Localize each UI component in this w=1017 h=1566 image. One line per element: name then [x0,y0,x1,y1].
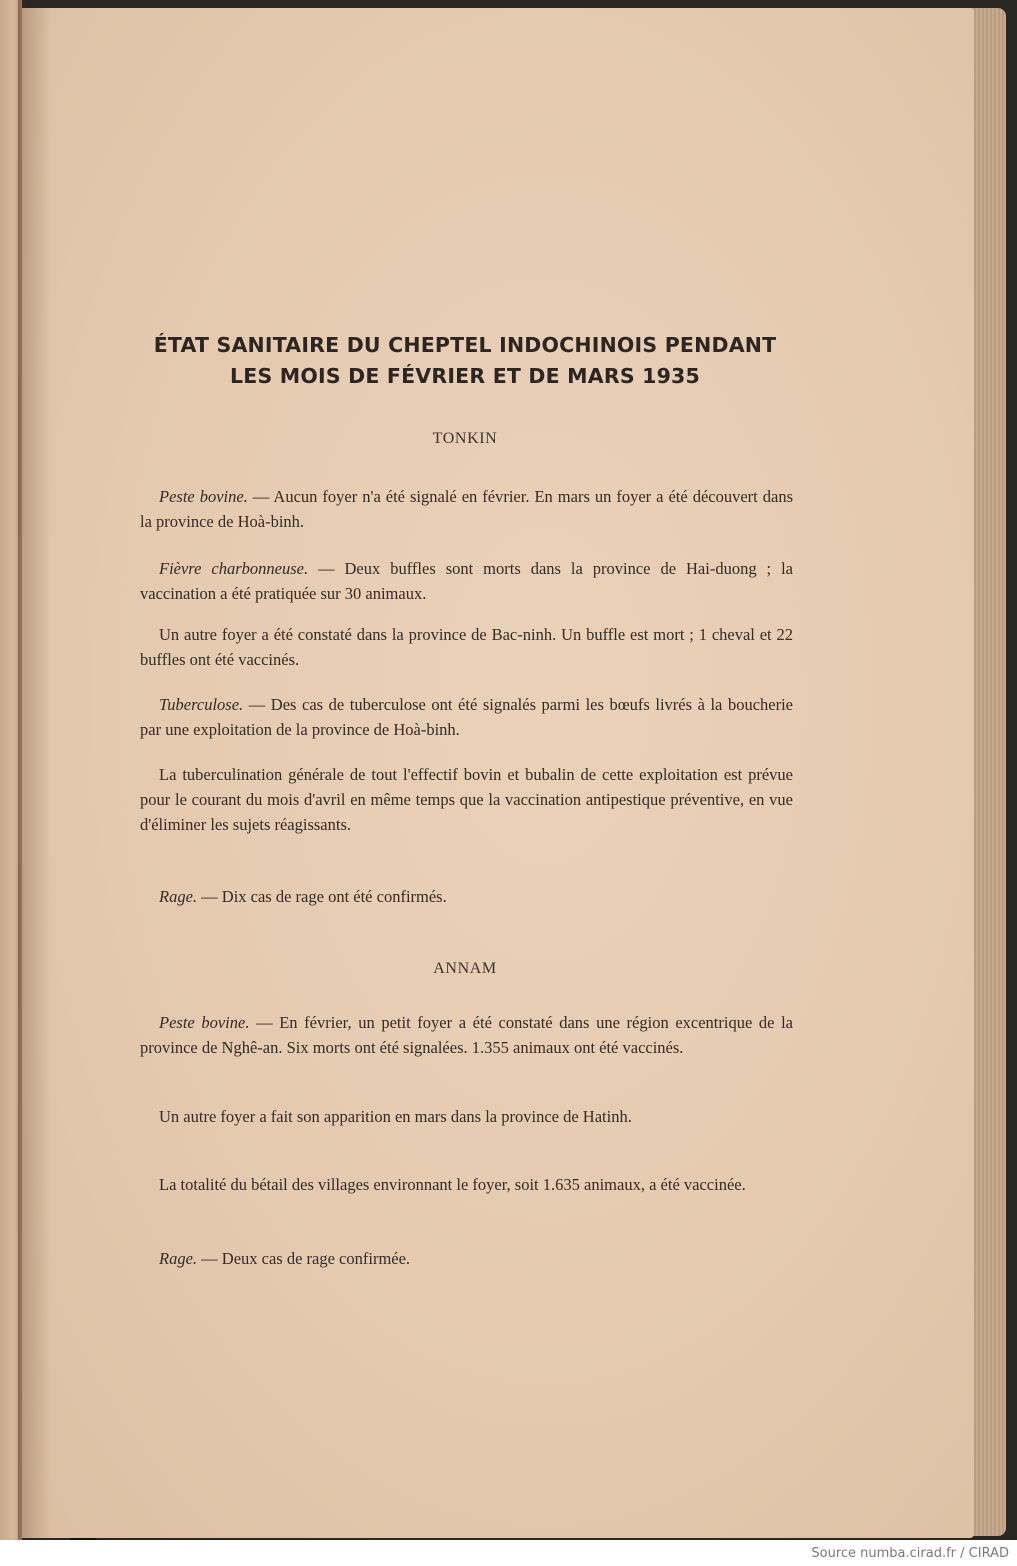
paragraph-text: — Dix cas de rage ont été confirmés. [197,887,447,906]
paragraph-text: — Aucun foyer n'a été signalé en février. En mars un foyer a été découvert dans la province de Hoà-binh. [140,487,793,531]
paragraph [140,1104,793,1129]
paragraph [140,1010,793,1060]
title-line: LES MOIS DE FÉVRIER ET DE MARS 1935 [230,364,700,388]
paragraph-text: — Deux cas de rage confirmée. [197,1249,411,1268]
paragraph-lead: Tuberculose. [159,695,244,714]
paragraph-text: La tuberculination générale de tout l'effectif bovin et bubalin de cette exploitation est prévue pour le courant du mois d'avril en même temps que la vaccination antipestique préventive, en vue d'éliminer les sujets réagissants. [140,765,793,834]
paragraph-lead: Rage. [159,1249,198,1268]
paragraph-lead: Fièvre charbonneuse. [159,559,309,578]
paragraph-lead: Rage. [159,887,198,906]
paragraph [140,692,793,742]
paragraph [140,622,793,672]
paragraph-text: — En février, un petit foyer a été constaté dans une région excentrique de la province de Nghê-an. Six morts ont été signalées. 1.355 animaux ont été vaccinés. [140,1013,793,1057]
paragraph [140,556,793,606]
paragraph [140,1172,793,1197]
paragraph-lead: Peste bovine. [159,487,248,506]
paragraph [140,762,793,837]
paragraph [140,484,793,534]
section-heading-annam: ANNAM [433,960,497,977]
document-title [140,330,790,392]
paragraph-text: La totalité du bétail des villages environnant le foyer, soit 1.635 animaux, a été vaccinée. [159,1175,746,1194]
paragraph-text: Un autre foyer a été constaté dans la province de Bac-ninh. Un buffle est mort ; 1 cheval et 22 buffles ont été vaccinés. [140,625,793,669]
paragraph [140,884,793,909]
paragraph [140,1246,793,1271]
paragraph-text: — Deux buffles sont morts dans la province de Hai-duong ; la vaccination a été pratiquée sur 30 animaux. [140,559,793,603]
source-credit: Source numba.cirad.fr / CIRAD [811,1546,1009,1561]
title-line: ÉTAT SANITAIRE DU CHEPTEL INDOCHINOIS PENDANT [153,333,777,357]
paragraph-lead: Peste bovine. [159,1013,250,1032]
paragraph-text: Un autre foyer a fait son apparition en mars dans la province de Hatinh. [159,1107,632,1126]
paragraph-text: — Des cas de tuberculose ont été signalés parmi les bœufs livrés à la boucherie par une exploitation de la province de Hoà-binh. [140,695,793,739]
section-heading-tonkin: TONKIN [432,430,498,447]
